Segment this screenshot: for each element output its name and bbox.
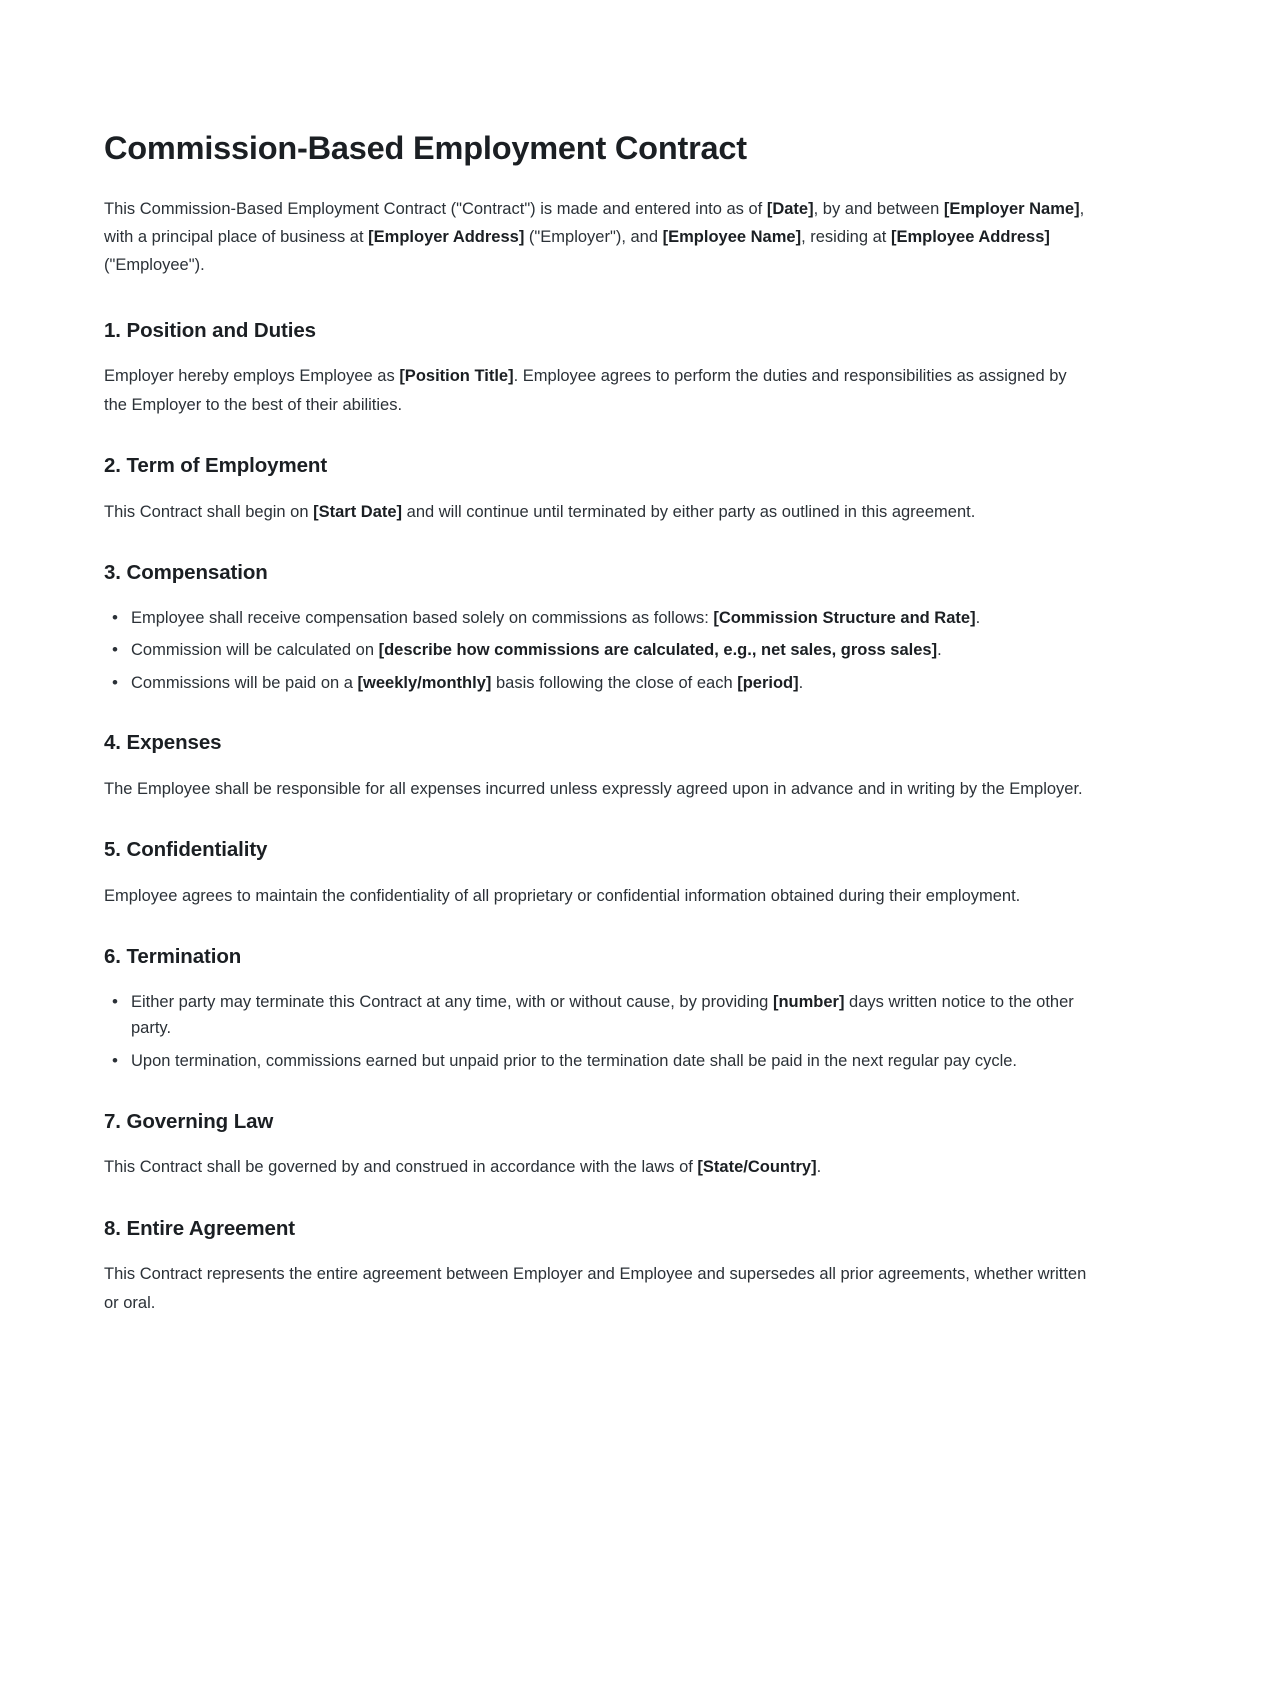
section-paragraph [104, 1153, 1091, 1181]
intro-text-6: ("Employee"). [104, 256, 205, 275]
bullet-text-1: Commissions will be paid on a [131, 673, 358, 692]
section-entire-agreement [104, 1216, 1091, 1317]
list-item [131, 989, 1091, 1042]
placeholder-commission-calculation: [describe how commissions are calculated, e.g., net sales, gross sales] [378, 641, 938, 660]
placeholder-start-date: [Start Date] [313, 502, 403, 521]
section-paragraph [104, 882, 1091, 910]
paragraph-text-1: This Contract shall be governed by and construed in accordance with the laws of [104, 1158, 698, 1177]
paragraph-text-1: Employer hereby employs Employee as [104, 367, 400, 386]
intro-text-2: , by and between [813, 199, 944, 218]
placeholder-commission-structure-and-rate: [Commission Structure and Rate] [713, 608, 976, 627]
bullet-text-2: . [937, 641, 942, 660]
section-position-and-duties [104, 318, 1091, 419]
paragraph-text-2: . Employee agrees to perform the duties and responsibilities as assigned by the Employer to the best of their abilities. [104, 367, 1067, 414]
section-heading: 8. Entire Agreement [104, 1216, 296, 1240]
section-heading: 7. Governing Law [104, 1109, 274, 1133]
placeholder-employer-name: [Employer Name] [943, 199, 1080, 218]
section-heading: 3. Compensation [104, 561, 268, 585]
placeholder-employee-name: [Employee Name] [662, 228, 802, 246]
termination-bullet-list [104, 989, 1091, 1075]
section-heading: 2. Term of Employment [104, 454, 328, 478]
bullet-text-2: basis following the close of each [491, 673, 738, 692]
placeholder-notice-days: [number] [772, 992, 845, 1011]
placeholder-date: [Date] [766, 199, 814, 218]
section-heading: 1. Position and Duties [104, 318, 316, 342]
intro-text-3: , with a principal place of business at [104, 199, 1085, 246]
paragraph-text-1: This Contract represents the entire agreement between Employer and Employee and supersedes all prior agreements, whether written or oral. [104, 1265, 1087, 1312]
paragraph-text-1: Employee agrees to maintain the confidentiality of all proprietary or confidential information obtained during their employment. [104, 886, 1021, 905]
placeholder-state-country: [State/Country] [697, 1158, 817, 1177]
intro-text-1: This Commission-Based Employment Contract ("Contract") is made and entered into as of [104, 199, 767, 218]
section-heading: 5. Confidentiality [104, 837, 268, 861]
section-paragraph [104, 498, 1091, 526]
list-item [131, 670, 1091, 696]
intro-text-5: , residing at [801, 228, 891, 246]
section-expenses [104, 730, 1091, 803]
section-paragraph [104, 362, 1091, 419]
paragraph-text-2: . [816, 1158, 822, 1177]
list-item [131, 1048, 1091, 1074]
bullet-text-1: Upon termination, commissions earned but unpaid prior to the termination date shall be paid in the next regular pay cycle. [131, 1052, 1017, 1071]
paragraph-text-1: The Employee shall be responsible for all expenses incurred unless expressly agreed upon in advance and in writing by the Employer. [104, 779, 1083, 798]
section-paragraph [104, 775, 1091, 803]
paragraph-text-2: and will continue until terminated by either party as outlined in this agreement. [402, 502, 976, 521]
bullet-text-1: Either party may terminate this Contract at any time, with or without cause, by providing [131, 992, 773, 1011]
bullet-text-1: Commission will be calculated on [131, 641, 379, 660]
section-heading: 6. Termination [104, 945, 242, 968]
placeholder-employee-address: [Employee Address] [890, 228, 1050, 246]
page-title: Commission-Based Employment Contract [104, 130, 747, 166]
bullet-text-2: days written notice to the other party. [131, 992, 1074, 1038]
section-heading: 4. Expenses [104, 730, 222, 754]
intro-text-4: ("Employer"), and [524, 228, 663, 246]
section-governing-law [104, 1109, 1091, 1182]
bullet-text-1: Employee shall receive compensation based solely on commissions as follows: [131, 608, 714, 627]
list-item [131, 637, 1091, 663]
placeholder-employer-address: [Employer Address] [368, 228, 525, 246]
section-confidentiality [104, 837, 1091, 910]
intro-paragraph [104, 195, 1091, 280]
placeholder-period: [period] [737, 673, 799, 692]
compensation-bullet-list [104, 605, 1091, 696]
placeholder-pay-frequency: [weekly/monthly] [357, 673, 492, 692]
placeholder-position-title: [Position Title] [399, 367, 514, 386]
section-term-of-employment [104, 453, 1091, 526]
bullet-text-3: . [798, 673, 804, 692]
list-item [131, 605, 1091, 631]
section-compensation [104, 560, 1091, 696]
section-paragraph [104, 1260, 1091, 1317]
paragraph-text-1: This Contract shall begin on [104, 502, 314, 521]
section-termination [104, 944, 1091, 1075]
bullet-text-2: . [975, 608, 981, 627]
